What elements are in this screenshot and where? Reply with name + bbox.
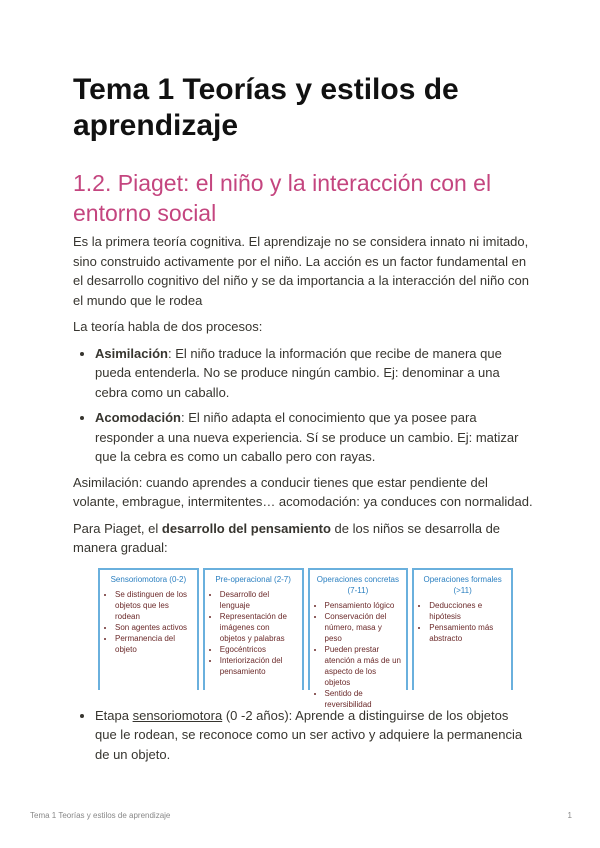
term-text: : El niño adapta el conocimiento que ya posee para responder a una nueva experiencia. Sí se produce un cambio. Ej: matizar que la cebra es como un caballo pero con rayas. bbox=[95, 410, 519, 464]
stage-item: • Interiorización del pensamiento bbox=[220, 655, 297, 677]
list-item bbox=[95, 706, 533, 765]
stage-title: Operaciones concretas (7-11) bbox=[316, 574, 399, 595]
stage-item: • Pueden prestar atención a más de un aspecto de los objetos bbox=[325, 644, 402, 688]
stage-box bbox=[412, 568, 513, 690]
stage-box bbox=[98, 568, 199, 690]
stage-title: Operaciones formales (>11) bbox=[423, 574, 502, 595]
paragraph: Es la primera teoría cognitiva. El aprendizaje no se considera innato ni imitado, sino construido activamente por el niño. La acción es un factor fundamental en el desarrollo cognitivo del niño y se da importancia a la interacción del niño con el mundo que le rodea bbox=[73, 234, 529, 308]
stage-item: • Se distinguen de los objetos que les rodean bbox=[115, 589, 192, 622]
stage-items bbox=[210, 589, 297, 677]
process-list bbox=[73, 344, 533, 467]
document-body bbox=[73, 232, 533, 770]
stage-list bbox=[73, 706, 533, 765]
stage-item: • Representación de imágenes con objetos y palabras bbox=[220, 611, 297, 644]
stage-item: • Egocéntricos bbox=[220, 644, 297, 655]
page-title: Tema 1 Teorías y estilos de aprendizaje bbox=[73, 73, 459, 142]
stage-item: • Pensamiento más abstracto bbox=[429, 622, 506, 644]
piaget-stages-diagram bbox=[98, 568, 513, 709]
text: de los niños se desarrolla de manera gradual: bbox=[73, 520, 501, 555]
stage-title: Pre-operacional (2-7) bbox=[215, 574, 291, 584]
stage-item: • Conservación del número, masa y peso bbox=[325, 611, 402, 644]
list-item bbox=[95, 344, 533, 403]
stage-box bbox=[203, 568, 304, 690]
section-heading: 1.2. Piaget: el niño y la interacción con el entorno social bbox=[73, 170, 492, 226]
stage-items bbox=[105, 589, 192, 655]
term: Asimilación bbox=[95, 345, 168, 361]
page-number: 1 bbox=[567, 811, 572, 820]
list-item bbox=[95, 408, 533, 467]
footer-title: Tema 1 Teorías y estilos de aprendizaje bbox=[30, 811, 171, 820]
text: (0 -2 años): Aprende a distinguirse de los objetos que le rodean, se reconoce como un ser activo y adquiere la permanencia de un objeto. bbox=[95, 707, 523, 762]
stage-item: • Permanencia del objeto bbox=[115, 633, 192, 655]
paragraph bbox=[73, 519, 533, 558]
stage-item: • Pensamiento lógico bbox=[325, 600, 402, 611]
paragraph: Asimilación: cuando aprendes a conducir tienes que estar pendiente del volante, embrague, intermitentes… acomodación: ya conduces con normalidad. bbox=[73, 474, 533, 509]
stage-item: • Deducciones e hipótesis bbox=[429, 600, 506, 622]
term: Acomodación bbox=[95, 410, 181, 425]
text: Etapa bbox=[95, 707, 133, 723]
stage-item: • Desarrollo del lenguaje bbox=[220, 589, 297, 611]
bold-text: desarrollo del pensamiento bbox=[161, 520, 331, 536]
stage-title: Sensoriomotora (0-2) bbox=[110, 574, 187, 584]
stage-item: • Sentido de reversibilidad bbox=[325, 688, 402, 710]
stage-box bbox=[308, 568, 409, 709]
text: Para Piaget, el bbox=[73, 520, 162, 536]
stage-items bbox=[315, 600, 402, 710]
underlined-text: sensoriomotora bbox=[132, 707, 223, 723]
term-text: : El niño traduce la información que recibe de manera que pueda entenderla. No se produce ningún cambio. Ej: denominar a una cebra como un caballo. bbox=[95, 345, 502, 400]
stage-item: • Son agentes activos bbox=[115, 622, 192, 633]
paragraph: La teoría habla de dos procesos: bbox=[73, 319, 263, 334]
stage-items bbox=[419, 600, 506, 644]
